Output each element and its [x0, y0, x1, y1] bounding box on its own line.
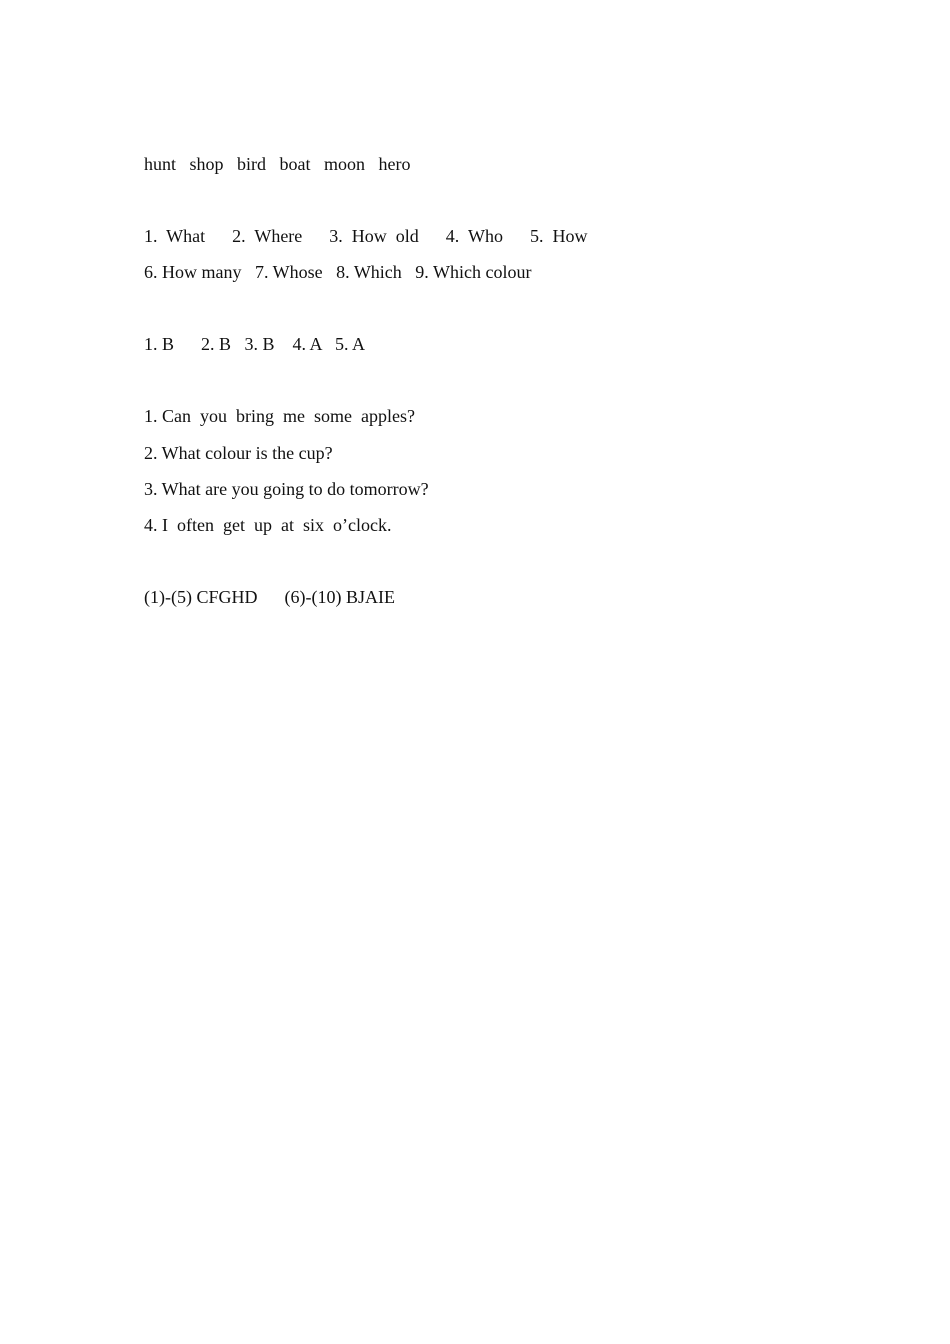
choice-answers: 1. B 2. B 3. B 4. A 5. A	[144, 334, 366, 354]
sentence-answer-2: 2. What colour is the cup?	[144, 443, 333, 463]
sentence-answer-4: 4. I often get up at six o’clock.	[144, 515, 392, 535]
question-words-row-1: 1. What 2. Where 3. How old 4. Who 5. How	[144, 226, 588, 246]
sentence-answer-3: 3. What are you going to do tomorrow?	[144, 479, 429, 499]
matching-answers: (1)-(5) CFGHD (6)-(10) BJAIE	[144, 587, 395, 607]
word-list: hunt shop bird boat moon hero	[144, 154, 411, 174]
question-words-row-2: 6. How many 7. Whose 8. Which 9. Which colour	[144, 262, 532, 282]
sentence-answer-1: 1. Can you bring me some apples?	[144, 406, 415, 426]
